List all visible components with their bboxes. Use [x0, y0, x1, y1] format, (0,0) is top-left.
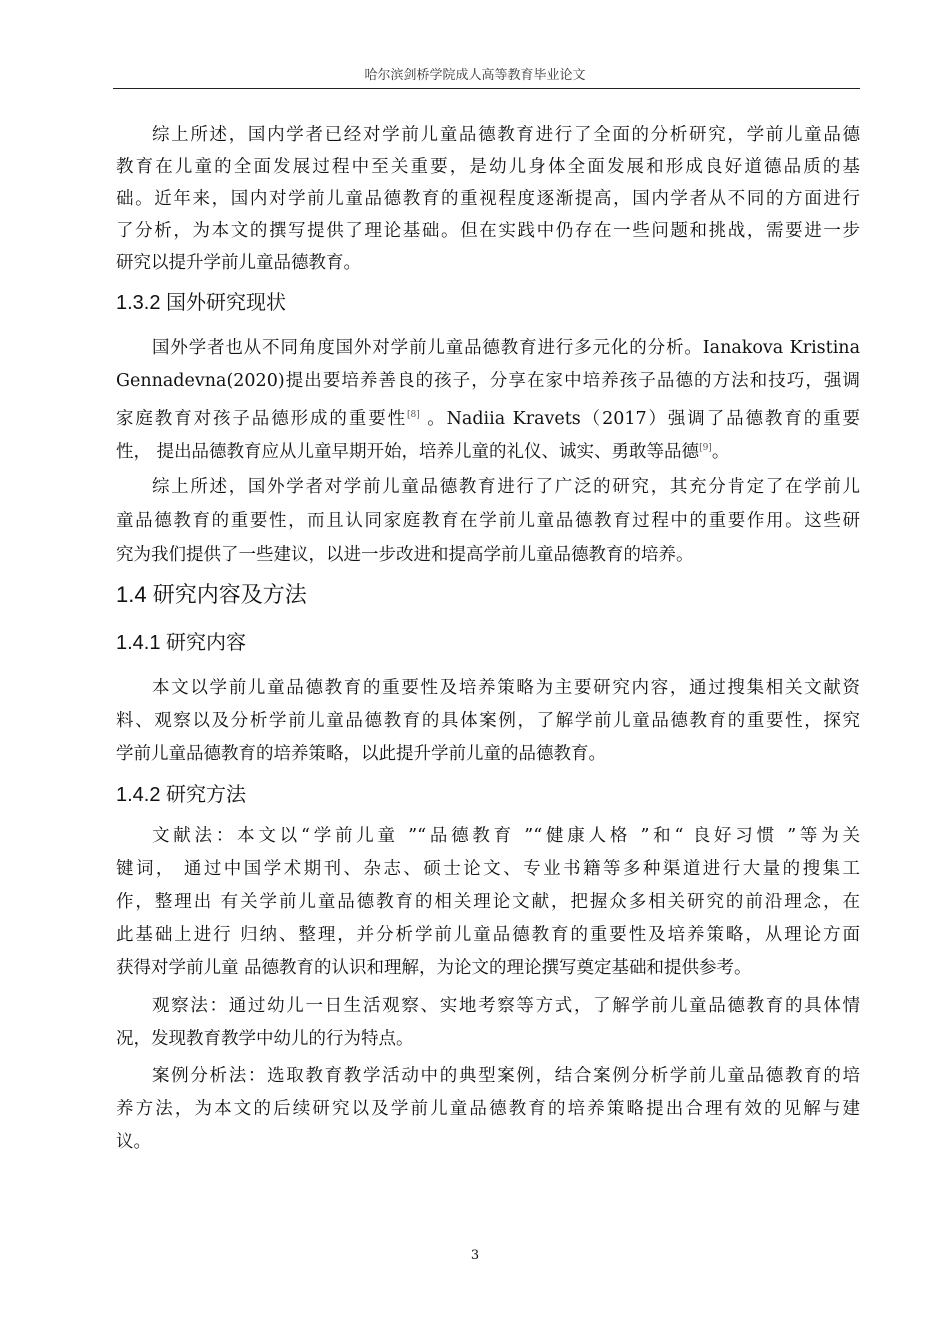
- paragraph: [116, 470, 860, 572]
- text-line: 综上所述，国外学者对学前儿童品德教育进行了广泛的研究，其充分肯定了在学前儿: [152, 477, 860, 497]
- citation: [8]: [407, 409, 420, 420]
- text-line: 学前儿童品德教育的培养策略，以此提升学前儿童的品德教育。: [116, 744, 606, 764]
- text-line: 教育在儿童的全面发展过程中至关重要，是幼儿身体全面发展和形成良好道德品质的基: [116, 157, 860, 177]
- text-line: 究为我们提供了一些建议，以进一步改进和提高学前儿童品德教育的培养。: [116, 545, 694, 565]
- text-line: 况，发现教育教学中幼儿的行为特点。: [116, 1029, 414, 1049]
- page-header: 哈尔滨剑桥学院成人高等教育毕业论文: [364, 68, 586, 83]
- paragraph: [116, 820, 860, 985]
- section-heading: 1.3.2 国外研究现状: [116, 292, 287, 314]
- section-heading: 1.4 研究内容及方法: [116, 582, 307, 607]
- text-line: 性， 提出品德教育应从儿童早期开始，培养儿童的礼仪、诚实、勇敢等品德[9]。: [116, 441, 730, 462]
- text-line: 国外学者也从不同角度国外对学前儿童品德教育进行多元化的分析。Ianakova Kristina: [152, 338, 860, 358]
- text-line: 家庭教育对孩子品德形成的重要性[8] 。Nadiia Kravets（2017）强调了品德教育的重要: [116, 408, 861, 429]
- section-heading: 1.4.2 研究方法: [116, 784, 247, 806]
- text-line: 获得对学前儿童 品德教育的认识和理解，为论文的理论撰写奠定基础和提供参考。: [116, 958, 752, 978]
- page-number: 3: [470, 1248, 480, 1263]
- text-line: 案例分析法：选取教育教学活动中的典型案例，结合案例分析学前儿童品德教育的培: [152, 1066, 860, 1086]
- text-line: 键词， 通过中国学术期刊、杂志、硕士论文、专业书籍等多种渠道进行大量的搜集工: [116, 859, 860, 879]
- text-line: 文献法：本文以“学前儿童 ”“品德教育 ”“健康人格 ”和“ 良好习惯 ”等为关: [152, 826, 860, 846]
- text-line: 此基础上进行 归纳、整理，并分析学前儿童品德教育的重要性及培养策略，从理论方面: [116, 925, 860, 945]
- text-line: 础。近年来，国内对学前儿童品德教育的重视程度逐渐提高，国内学者从不同的方面进行: [116, 189, 860, 209]
- text-line: 作，整理出 有关学前儿童品德教育的相关理论文献，把握众多相关研究的前沿理念，在: [116, 892, 860, 912]
- text-line: 养方法，为本文的后续研究以及学前儿童品德教育的培养策略提出合理有效的见解与建: [116, 1099, 860, 1119]
- text-line: 童品德教育的重要性，而且认同家庭教育在学前儿童品德教育过程中的重要作用。这些研: [116, 511, 860, 531]
- text-line: 综上所述，国内学者已经对学前儿童品德教育进行了全面的分析研究，学前儿童品德: [152, 125, 860, 145]
- text-line: Gennadevna(2020)提出要培养善良的孩子，分享在家中培养孩子品德的方法和技巧，强调: [116, 371, 860, 392]
- paragraph: [116, 332, 860, 465]
- paragraph: [116, 672, 860, 771]
- citation: [9]: [699, 442, 712, 453]
- text-line: 料、观察以及分析学前儿童品德教育的具体案例，了解学前儿童品德教育的重要性，探究: [116, 711, 860, 731]
- paragraph: [116, 119, 860, 279]
- text-line: 了分析，为本文的撰写提供了理论基础。但在实践中仍存在一些问题和挑战，需要进一步: [116, 221, 860, 241]
- section-heading: 1.4.1 研究内容: [116, 632, 247, 654]
- text-line: 议。: [116, 1132, 151, 1152]
- paragraph: [116, 990, 860, 1056]
- text-line: 本文以学前儿童品德教育的重要性及培养策略为主要研究内容，通过搜集相关文献资: [152, 678, 860, 698]
- text-line: 研究以提升学前儿童品德教育。: [116, 253, 361, 273]
- header-rule: [113, 88, 860, 89]
- text-line: 观察法：通过幼儿一日生活观察、实地考察等方式，了解学前儿童品德教育的具体情: [152, 996, 860, 1016]
- paragraph: [116, 1060, 860, 1159]
